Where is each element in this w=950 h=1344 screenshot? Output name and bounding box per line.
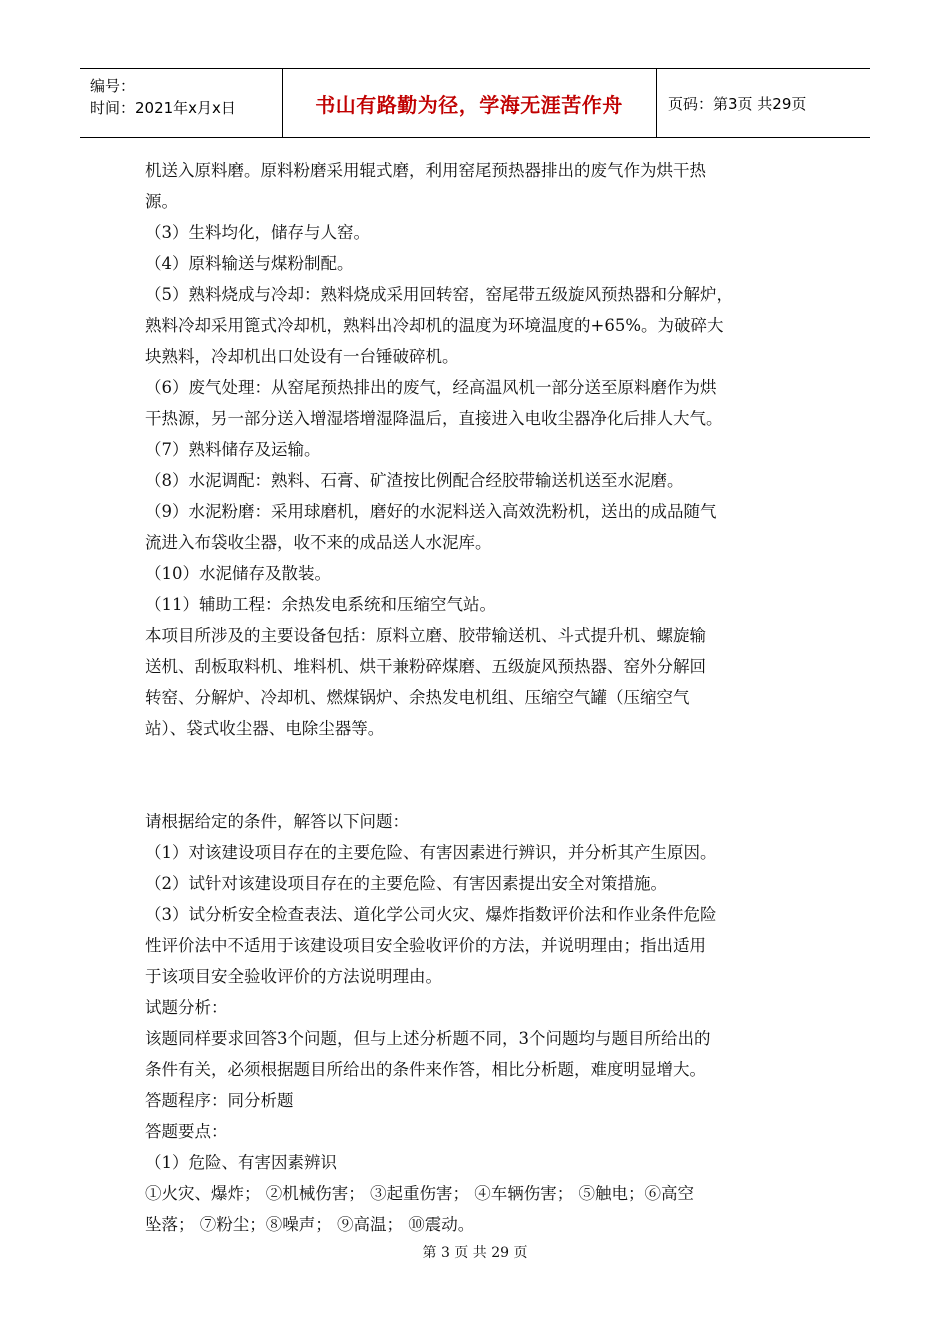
text-line: 送机、刮板取料机、堆料机、烘干兼粉碎煤磨、五级旋风预热器、窑外分解回 bbox=[145, 657, 706, 676]
text-line: 流进入布袋收尘器，收不来的成品送人水泥库。 bbox=[145, 533, 492, 552]
text-line: （5）熟料烧成与冷却：熟料烧成采用回转窑，窑尾带五级旋风预热器和分解炉， bbox=[145, 285, 733, 304]
header-divider bbox=[656, 69, 657, 137]
text-line: （3）生料均化，储存与人窑。 bbox=[145, 223, 370, 242]
page-footer: 第 3 页 共 29 页 bbox=[422, 1245, 528, 1261]
text-line: 站）、袋式收尘器、电除尘器等。 bbox=[145, 719, 385, 738]
document-body bbox=[145, 155, 815, 1240]
text-line: 性评价法中不适用于该建设项目安全验收评价的方法，并说明理由；指出适用 bbox=[145, 936, 706, 955]
text-line: （8）水泥调配：熟料、石膏、矿渣按比例配合经胶带输送机送至水泥磨。 bbox=[145, 471, 684, 490]
text-line: 源。 bbox=[145, 192, 178, 211]
text-line: （2）试针对该建设项目存在的主要危险、有害因素提出安全对策措施。 bbox=[145, 874, 667, 893]
text-line: （6）废气处理：从窑尾预热排出的废气，经高温风机一部分送至原料磨作为烘 bbox=[145, 378, 717, 397]
header-motto: 书山有路勤为径，学海无涯苦作舟 bbox=[315, 92, 623, 117]
document-number-label: 编号： bbox=[90, 77, 136, 95]
text-line: 干热源，另一部分送入增湿塔增湿降温后，直接进入电收尘器净化后排人大气。 bbox=[145, 409, 723, 428]
text-line: 试题分析： bbox=[145, 998, 228, 1017]
header-info bbox=[90, 75, 236, 119]
text-line: ①火灾、爆炸； ②机械伤害； ③起重伤害； ④车辆伤害； ⑤触电；⑥高空 bbox=[145, 1184, 694, 1203]
text-line: （10）水泥储存及散装。 bbox=[145, 564, 331, 583]
text-line: （1）对该建设项目存在的主要危险、有害因素进行辨识，并分析其产生原因。 bbox=[145, 843, 717, 862]
text-line: 本项目所涉及的主要设备包括：原料立磨、胶带输送机、斗式提升机、螺旋输 bbox=[145, 626, 706, 645]
text-line: （1）危险、有害因素辨识 bbox=[145, 1153, 337, 1172]
text-line: （7）熟料储存及运输。 bbox=[145, 440, 321, 459]
document-date-label: 时间：2021年x月x日 bbox=[90, 99, 236, 117]
text-line: 答题程序：同分析题 bbox=[145, 1091, 294, 1110]
text-line: （3）试分析安全检查表法、道化学公司火灾、爆炸指数评价法和作业条件危险 bbox=[145, 905, 717, 924]
text-line: 答题要点： bbox=[145, 1122, 228, 1141]
text-line: 块熟料，冷却机出口处设有一台锤破碎机。 bbox=[145, 347, 459, 366]
text-line: 转窑、分解炉、冷却机、燃煤锅炉、余热发电机组、压缩空气罐（压缩空气 bbox=[145, 688, 690, 707]
text-line: 机送入原料磨。原料粉磨采用辊式磨，利用窑尾预热器排出的废气作为烘干热 bbox=[145, 161, 706, 180]
text-line: 该题同样要求回答3个问题，但与上述分析题不同，3个问题均与题目所给出的 bbox=[145, 1029, 711, 1048]
paragraph-gap bbox=[145, 744, 815, 806]
page-header bbox=[80, 68, 870, 138]
text-line: 熟料冷却采用篦式冷却机，熟料出冷却机的温度为环境温度的+65%。为破碎大 bbox=[145, 316, 724, 335]
header-page-info: 页码：第3页 共29页 bbox=[668, 94, 807, 113]
text-line: （11）辅助工程：余热发电系统和压缩空气站。 bbox=[145, 595, 496, 614]
text-line: （4）原料输送与煤粉制配。 bbox=[145, 254, 354, 273]
text-line: 条件有关，必须根据题目所给出的条件来作答，相比分析题，难度明显增大。 bbox=[145, 1060, 706, 1079]
text-line: 于该项目安全验收评价的方法说明理由。 bbox=[145, 967, 442, 986]
text-line: 请根据给定的条件，解答以下问题： bbox=[145, 812, 409, 831]
text-line: 坠落； ⑦粉尘；⑧噪声； ⑨高温； ⑩震动。 bbox=[145, 1215, 475, 1234]
text-line: （9）水泥粉磨：采用球磨机，磨好的水泥料送入高效洗粉机，送出的成品随气 bbox=[145, 502, 717, 521]
